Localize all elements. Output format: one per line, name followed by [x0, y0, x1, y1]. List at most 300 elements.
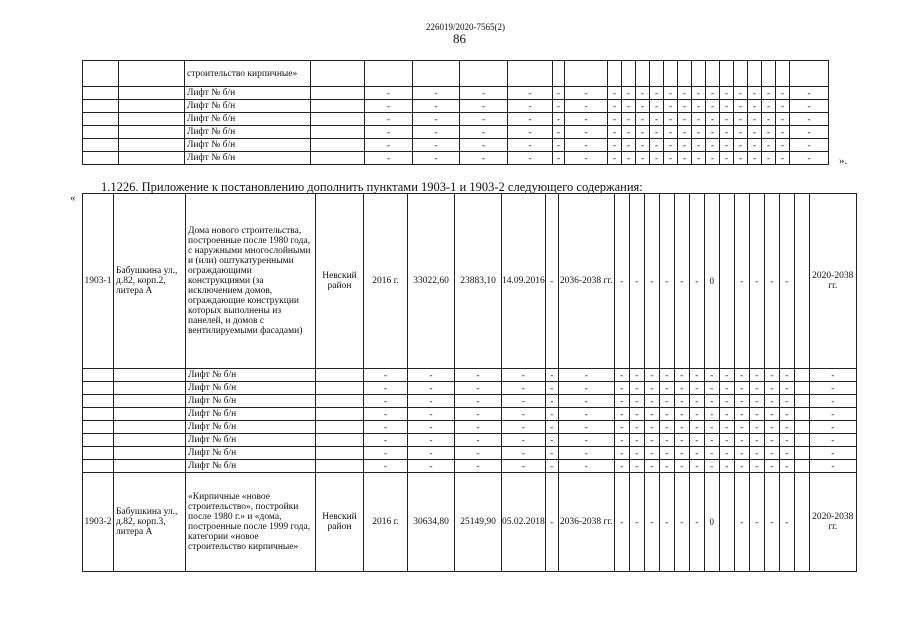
- table-row: [83, 152, 829, 165]
- dash-cell: -: [719, 369, 734, 382]
- dash-cell: -: [779, 473, 794, 572]
- dash-cell: -: [748, 100, 762, 113]
- dash-cell: -: [748, 152, 762, 165]
- dash-cell: -: [734, 100, 748, 113]
- table-row: [83, 61, 829, 87]
- dash-cell: -: [629, 369, 644, 382]
- table-cell: [316, 460, 364, 473]
- appendix-table: [82, 193, 857, 572]
- table-cell: [316, 369, 364, 382]
- dash-cell: -: [809, 421, 856, 434]
- table-cell: [83, 447, 114, 460]
- dash-cell: -: [776, 87, 790, 100]
- amendment-paragraph: 1.1226. Приложение к постановлению дополнить пунктами 1903-1 и 1903-2 следующего содержания:: [101, 180, 643, 194]
- dash-cell: -: [614, 408, 629, 421]
- dash-cell: -: [734, 369, 749, 382]
- date-cell: 05.02.2018: [502, 473, 546, 572]
- row-label: Лифт № б/н: [185, 87, 311, 100]
- dash-cell: -: [704, 434, 719, 447]
- dash-cell: -: [608, 87, 622, 100]
- table-cell: [794, 382, 809, 395]
- table-cell: [794, 369, 809, 382]
- table-cell: [316, 434, 364, 447]
- dash-cell: -: [704, 408, 719, 421]
- dash-cell: -: [776, 126, 790, 139]
- total-area-cell: 33022,60: [408, 194, 455, 369]
- dash-cell: -: [614, 460, 629, 473]
- dash-cell: -: [629, 460, 644, 473]
- dash-cell: -: [364, 421, 408, 434]
- dash-cell: -: [706, 87, 720, 100]
- row-label: Лифт № б/н: [185, 152, 311, 165]
- table-cell: [119, 139, 185, 152]
- dash-cell: -: [644, 447, 659, 460]
- dash-cell: -: [614, 194, 629, 369]
- dash-cell: -: [455, 447, 502, 460]
- lift-label: Лифт № б/н: [186, 369, 316, 382]
- dash-cell: -: [704, 382, 719, 395]
- dash-cell: -: [460, 126, 508, 139]
- table-cell: [565, 61, 608, 87]
- dash-cell: -: [614, 421, 629, 434]
- entry-number: 1903-2: [83, 473, 114, 572]
- table-cell: [311, 87, 365, 100]
- table-cell: [734, 61, 748, 87]
- dash-cell: -: [644, 382, 659, 395]
- dash-cell: -: [545, 434, 558, 447]
- dash-cell: -: [659, 369, 674, 382]
- dash-cell: -: [502, 408, 546, 421]
- dash-cell: -: [565, 100, 608, 113]
- dash-cell: -: [764, 421, 779, 434]
- dash-cell: -: [678, 87, 692, 100]
- dash-cell: -: [674, 395, 689, 408]
- dash-cell: -: [565, 139, 608, 152]
- table-cell: [413, 61, 460, 87]
- dash-cell: -: [706, 113, 720, 126]
- row-label: Лифт № б/н: [185, 139, 311, 152]
- dash-cell: -: [608, 152, 622, 165]
- address-cell: Бабушкина ул., д.82, корп.2, литера А: [114, 194, 186, 369]
- opening-quote: «: [70, 192, 76, 204]
- dash-cell: -: [614, 382, 629, 395]
- table-cell: [119, 126, 185, 139]
- district-cell: Невский район: [316, 473, 364, 572]
- dash-cell: -: [689, 408, 704, 421]
- description-cell: Дома нового строительства, построенные после 1980 года, с наружными многослойными и (или) оштукатуренными ограждающими конструкциями (за исключением домов, ограждающие конструкции которых выполнены из панелей, и домов с вентилируемыми фасадами): [186, 194, 316, 369]
- dash-cell: -: [674, 460, 689, 473]
- dash-cell: -: [365, 100, 413, 113]
- dash-cell: -: [659, 447, 674, 460]
- table-row: [83, 194, 857, 369]
- dash-cell: -: [692, 100, 706, 113]
- dash-cell: -: [408, 434, 455, 447]
- dash-cell: -: [764, 395, 779, 408]
- dash-cell: -: [502, 447, 546, 460]
- dash-cell: -: [719, 408, 734, 421]
- dash-cell: -: [734, 194, 749, 369]
- period-cell: 2036-2038 гг.: [558, 194, 614, 369]
- table-cell: [119, 113, 185, 126]
- dash-cell: -: [809, 395, 856, 408]
- dash-cell: -: [720, 113, 734, 126]
- dash-cell: -: [545, 447, 558, 460]
- dash-cell: -: [545, 194, 558, 369]
- dash-cell: -: [704, 421, 719, 434]
- dash-cell: -: [664, 100, 678, 113]
- dash-cell: -: [650, 126, 664, 139]
- page-number: 86: [453, 31, 466, 46]
- table-row: [83, 408, 857, 421]
- table-cell: [83, 382, 114, 395]
- dash-cell: -: [674, 434, 689, 447]
- row-label: Лифт № б/н: [185, 126, 311, 139]
- dash-cell: -: [749, 473, 764, 572]
- dash-cell: -: [762, 139, 776, 152]
- period-cell: 2020-2038 гг.: [809, 473, 856, 572]
- dash-cell: -: [502, 434, 546, 447]
- table-cell: [650, 61, 664, 87]
- dash-cell: -: [809, 408, 856, 421]
- dash-cell: -: [508, 87, 553, 100]
- row-label: Лифт № б/н: [185, 113, 311, 126]
- table-cell: [83, 460, 114, 473]
- dash-cell: -: [455, 369, 502, 382]
- dash-cell: -: [809, 447, 856, 460]
- dash-cell: -: [636, 139, 650, 152]
- dash-cell: -: [408, 460, 455, 473]
- dash-cell: -: [553, 113, 565, 126]
- dash-cell: -: [644, 194, 659, 369]
- dash-cell: -: [455, 408, 502, 421]
- dash-cell: -: [749, 369, 764, 382]
- dash-cell: -: [678, 126, 692, 139]
- dash-cell: -: [734, 421, 749, 434]
- lift-label: Лифт № б/н: [186, 408, 316, 421]
- dash-cell: -: [650, 152, 664, 165]
- period-cell: 2036-2038 гг.: [558, 473, 614, 572]
- dash-cell: -: [553, 139, 565, 152]
- dash-cell: -: [762, 126, 776, 139]
- table-row: [83, 382, 857, 395]
- dash-cell: -: [720, 87, 734, 100]
- dash-cell: -: [692, 113, 706, 126]
- dash-cell: -: [689, 421, 704, 434]
- table-cell: [316, 408, 364, 421]
- table-cell: [794, 408, 809, 421]
- dash-cell: -: [455, 434, 502, 447]
- dash-cell: -: [748, 113, 762, 126]
- value-cell: 0: [704, 194, 719, 369]
- dash-cell: -: [644, 460, 659, 473]
- total-area-cell: 30634,80: [408, 473, 455, 572]
- dash-cell: -: [719, 421, 734, 434]
- dash-cell: -: [749, 421, 764, 434]
- dash-cell: -: [545, 369, 558, 382]
- table-cell: [83, 395, 114, 408]
- dash-cell: -: [508, 126, 553, 139]
- dash-cell: -: [734, 434, 749, 447]
- table-row: [83, 473, 857, 572]
- row-label: Лифт № б/н: [185, 100, 311, 113]
- table-cell: [553, 61, 565, 87]
- dash-cell: -: [720, 152, 734, 165]
- dash-cell: -: [748, 87, 762, 100]
- dash-cell: -: [622, 113, 636, 126]
- dash-cell: -: [545, 460, 558, 473]
- dash-cell: -: [704, 460, 719, 473]
- table-cell: [83, 434, 114, 447]
- dash-cell: -: [629, 473, 644, 572]
- dash-cell: -: [408, 447, 455, 460]
- dash-cell: -: [809, 382, 856, 395]
- dash-cell: -: [636, 113, 650, 126]
- dash-cell: -: [636, 100, 650, 113]
- dash-cell: -: [762, 87, 776, 100]
- dash-cell: -: [664, 87, 678, 100]
- dash-cell: -: [408, 408, 455, 421]
- table-cell: [508, 61, 553, 87]
- dash-cell: -: [558, 408, 614, 421]
- dash-cell: -: [622, 100, 636, 113]
- dash-cell: -: [779, 434, 794, 447]
- dash-cell: -: [762, 100, 776, 113]
- dash-cell: -: [565, 87, 608, 100]
- dash-cell: -: [614, 369, 629, 382]
- dash-cell: -: [629, 447, 644, 460]
- dash-cell: -: [629, 434, 644, 447]
- dash-cell: -: [674, 369, 689, 382]
- dash-cell: -: [608, 100, 622, 113]
- table-row: [83, 460, 857, 473]
- dash-cell: -: [502, 460, 546, 473]
- dash-cell: -: [689, 434, 704, 447]
- dash-cell: -: [502, 382, 546, 395]
- dash-cell: -: [704, 395, 719, 408]
- dash-cell: -: [558, 395, 614, 408]
- dash-cell: -: [692, 139, 706, 152]
- table-cell: [114, 460, 186, 473]
- table-row: [83, 421, 857, 434]
- dash-cell: -: [558, 421, 614, 434]
- dash-cell: -: [558, 447, 614, 460]
- dash-cell: -: [364, 447, 408, 460]
- dash-cell: -: [553, 87, 565, 100]
- dash-cell: -: [365, 139, 413, 152]
- table-cell: [316, 395, 364, 408]
- dash-cell: -: [622, 126, 636, 139]
- dash-cell: -: [650, 100, 664, 113]
- dash-cell: [719, 194, 734, 369]
- table-cell: [460, 61, 508, 87]
- dash-cell: -: [734, 87, 748, 100]
- lift-label: Лифт № б/н: [186, 395, 316, 408]
- dash-cell: -: [455, 382, 502, 395]
- dash-cell: -: [706, 139, 720, 152]
- dash-cell: -: [749, 382, 764, 395]
- dash-cell: -: [608, 126, 622, 139]
- table-cell: [119, 100, 185, 113]
- dash-cell: -: [734, 473, 749, 572]
- dash-cell: -: [608, 113, 622, 126]
- dash-cell: -: [734, 126, 748, 139]
- address-cell: Бабушкина ул., д.82, корп.3, литера А: [114, 473, 186, 572]
- dash-cell: -: [413, 126, 460, 139]
- dash-cell: -: [502, 369, 546, 382]
- dash-cell: -: [364, 434, 408, 447]
- dash-cell: -: [809, 369, 856, 382]
- dash-cell: -: [779, 421, 794, 434]
- table-cell: [119, 152, 185, 165]
- dash-cell: -: [674, 447, 689, 460]
- dash-cell: -: [749, 460, 764, 473]
- table-cell: [762, 61, 776, 87]
- table-cell: [311, 139, 365, 152]
- table-cell: [794, 447, 809, 460]
- dash-cell: -: [720, 126, 734, 139]
- dash-cell: -: [408, 395, 455, 408]
- table-cell: [794, 434, 809, 447]
- table-cell: [790, 61, 829, 87]
- dash-cell: -: [636, 152, 650, 165]
- dash-cell: -: [614, 434, 629, 447]
- dash-cell: -: [614, 473, 629, 572]
- dash-cell: -: [734, 408, 749, 421]
- dash-cell: -: [764, 460, 779, 473]
- dash-cell: -: [629, 194, 644, 369]
- dash-cell: -: [558, 434, 614, 447]
- dash-cell: -: [565, 113, 608, 126]
- table-cell: [316, 447, 364, 460]
- dash-cell: -: [764, 382, 779, 395]
- dash-cell: -: [704, 369, 719, 382]
- table-cell: [311, 100, 365, 113]
- dash-cell: -: [678, 152, 692, 165]
- table-cell: [311, 113, 365, 126]
- dash-cell: -: [565, 152, 608, 165]
- dash-cell: -: [734, 460, 749, 473]
- lift-label: Лифт № б/н: [186, 382, 316, 395]
- dash-cell: -: [719, 382, 734, 395]
- dash-cell: -: [674, 473, 689, 572]
- dash-cell: -: [502, 395, 546, 408]
- dash-cell: -: [689, 194, 704, 369]
- dash-cell: -: [749, 447, 764, 460]
- dash-cell: -: [413, 87, 460, 100]
- table-cell: [636, 61, 650, 87]
- lift-label: Лифт № б/н: [186, 447, 316, 460]
- dash-cell: -: [558, 382, 614, 395]
- dash-cell: -: [659, 460, 674, 473]
- dash-cell: -: [764, 194, 779, 369]
- dash-cell: -: [460, 100, 508, 113]
- dash-cell: -: [659, 421, 674, 434]
- dash-cell: -: [553, 152, 565, 165]
- table-cell: [608, 61, 622, 87]
- dash-cell: -: [779, 395, 794, 408]
- document-number: 226019/2020-7565(2): [426, 22, 505, 32]
- description-cell: «Кирпичные «новое строительство», постройки после 1980 г.» и «дома, построенные после 1999 года, категории «новое строительство кирпичные»: [186, 473, 316, 572]
- dash-cell: -: [460, 87, 508, 100]
- year-cell: 2016 г.: [364, 473, 408, 572]
- dash-cell: -: [790, 113, 829, 126]
- dash-cell: -: [764, 434, 779, 447]
- dash-cell: -: [734, 395, 749, 408]
- dash-cell: -: [764, 408, 779, 421]
- dash-cell: -: [508, 152, 553, 165]
- dash-cell: -: [644, 434, 659, 447]
- table-cell: [83, 87, 119, 100]
- table-cell: [83, 369, 114, 382]
- district-cell: Невский район: [316, 194, 364, 369]
- dash-cell: -: [734, 382, 749, 395]
- dash-cell: -: [776, 152, 790, 165]
- table-cell: [794, 421, 809, 434]
- dash-cell: -: [689, 369, 704, 382]
- dash-cell: -: [508, 100, 553, 113]
- table-cell: [748, 61, 762, 87]
- dash-cell: -: [365, 87, 413, 100]
- dash-cell: -: [674, 382, 689, 395]
- table-cell: [316, 421, 364, 434]
- dash-cell: -: [764, 369, 779, 382]
- dash-cell: -: [720, 139, 734, 152]
- dash-cell: -: [508, 139, 553, 152]
- dash-cell: -: [644, 421, 659, 434]
- table-cell: [114, 408, 186, 421]
- dash-cell: -: [809, 460, 856, 473]
- dash-cell: -: [790, 139, 829, 152]
- dash-cell: -: [455, 395, 502, 408]
- row-label: строительство кирпичные»: [185, 61, 311, 87]
- table-cell: [119, 61, 185, 87]
- dash-cell: -: [749, 434, 764, 447]
- dash-cell: -: [790, 126, 829, 139]
- table-cell: [83, 421, 114, 434]
- table-cell: [83, 113, 119, 126]
- dash-cell: -: [749, 395, 764, 408]
- dash-cell: -: [545, 421, 558, 434]
- value-cell: 0: [704, 473, 719, 572]
- dash-cell: -: [364, 382, 408, 395]
- dash-cell: -: [622, 152, 636, 165]
- table-cell: [720, 61, 734, 87]
- dash-cell: -: [460, 113, 508, 126]
- dash-cell: -: [608, 139, 622, 152]
- table-cell: [114, 447, 186, 460]
- dash-cell: -: [364, 395, 408, 408]
- dash-cell: -: [678, 100, 692, 113]
- entry-number: 1903-1: [83, 194, 114, 369]
- year-cell: 2016 г.: [364, 194, 408, 369]
- dash-cell: -: [558, 369, 614, 382]
- continuation-table: [82, 60, 829, 165]
- table-cell: [114, 395, 186, 408]
- dash-cell: -: [508, 113, 553, 126]
- dash-cell: -: [545, 382, 558, 395]
- dash-cell: -: [659, 473, 674, 572]
- table-cell: [316, 382, 364, 395]
- dash-cell: -: [790, 100, 829, 113]
- dash-cell: -: [629, 382, 644, 395]
- table-row: [83, 434, 857, 447]
- dash-cell: -: [674, 194, 689, 369]
- dash-cell: -: [762, 152, 776, 165]
- dash-cell: -: [779, 369, 794, 382]
- dash-cell: -: [408, 369, 455, 382]
- dash-cell: -: [460, 139, 508, 152]
- dash-cell: -: [553, 100, 565, 113]
